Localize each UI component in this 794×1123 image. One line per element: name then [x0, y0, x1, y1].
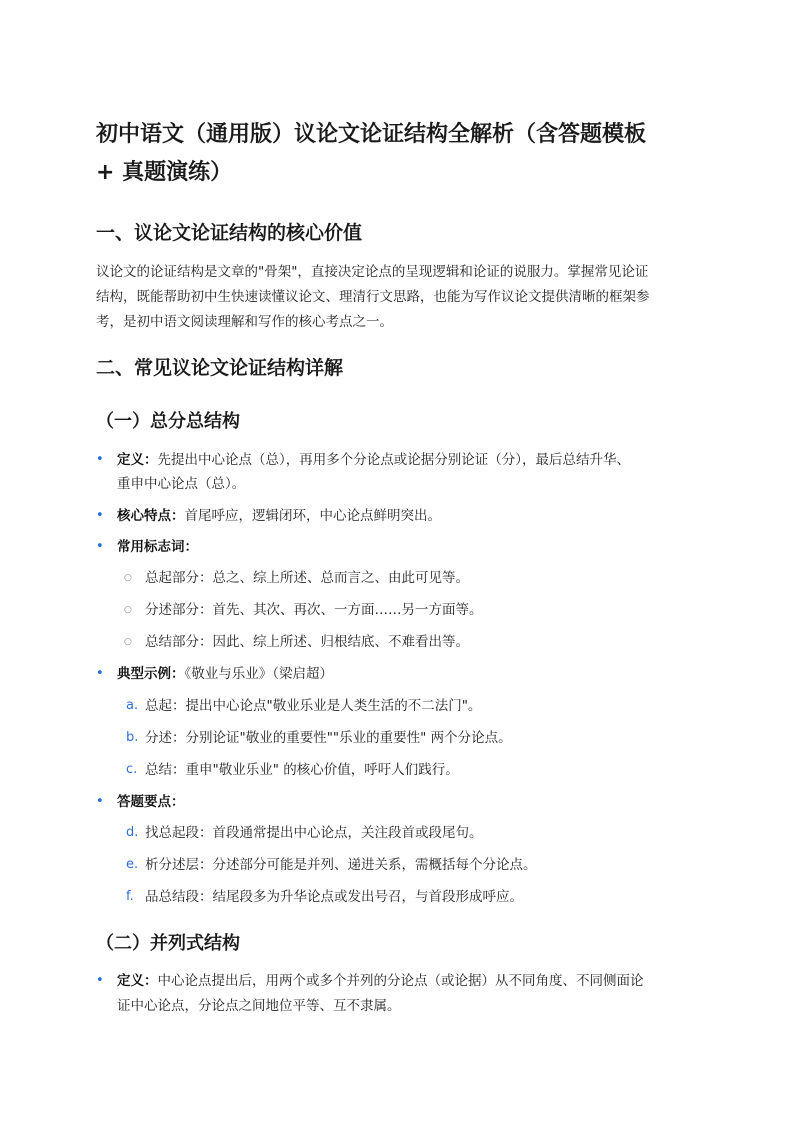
section1-heading: 一、议论文论证结构的核心价值	[96, 222, 363, 244]
example-sub-item: 总起：提出中心论点"敬业乐业是人类生活的不二法门"。	[145, 698, 482, 714]
bullet-icon: •	[96, 452, 104, 467]
list-item-definition	[117, 450, 630, 470]
tips-sub-item: 析分述层：分述部分可能是并列、递进关系，需概括每个分论点。	[145, 857, 537, 873]
list-marker: f.	[126, 889, 134, 904]
markers-label: 常用标志词：	[117, 539, 198, 555]
hollow-circle-bullet-icon: ○	[124, 637, 132, 647]
list-item-example	[117, 664, 333, 684]
markers-sub-item: 总结部分：因此、综上所述、归根结底、不难看出等。	[145, 634, 469, 650]
definition-text-continued: 重申中心论点（总）。	[117, 476, 246, 492]
list-item-features	[117, 506, 441, 526]
section1-paragraph-line: 议论文的论证结构是文章的"骨架"，直接决定论点的呈现逻辑和论证的说服力。掌握常见论证	[96, 264, 649, 280]
list-marker: a.	[126, 698, 139, 713]
features-text: 首尾呼应，逻辑闭环，中心论点鲜明突出。	[184, 508, 441, 524]
list-item-tips	[117, 792, 185, 812]
example-text: 《敬业与乐业》（梁启超）	[184, 666, 333, 682]
document-title-line2: + 真题演练）	[96, 160, 233, 185]
bullet-icon: •	[96, 539, 104, 554]
list-item-markers	[117, 537, 198, 557]
subsection1-heading: （一）总分总结构	[96, 411, 240, 432]
list-marker: b.	[126, 730, 139, 745]
markers-sub-item: 分述部分：首先、其次、再次、一方面……另一方面等。	[145, 602, 483, 618]
hollow-circle-bullet-icon: ○	[124, 573, 132, 583]
list-marker: e.	[126, 857, 139, 872]
definition-label: 定义：	[117, 452, 158, 468]
definition-text: 先提出中心论点（总），再用多个分论点或论据分别论证（分），最后总结升华、	[157, 452, 630, 468]
definition-text-continued: 证中心论点，分论点之间地位平等、互不隶属。	[117, 998, 401, 1014]
bullet-icon: •	[96, 973, 104, 988]
example-label: 典型示例：	[117, 666, 185, 682]
definition-label: 定义：	[117, 973, 158, 989]
list-marker: d.	[126, 825, 139, 840]
bullet-icon: •	[96, 666, 104, 681]
bullet-icon: •	[96, 508, 104, 523]
example-sub-item: 总结：重申"敬业乐业" 的核心价值，呼吁人们践行。	[145, 762, 459, 778]
markers-sub-item: 总起部分：总之、综上所述、总而言之、由此可见等。	[145, 570, 469, 586]
tips-sub-item: 找总起段：首段通常提出中心论点，关注段首或段尾句。	[145, 825, 483, 841]
hollow-circle-bullet-icon: ○	[124, 605, 132, 615]
list-item-definition	[117, 971, 644, 991]
section1-paragraph-line: 考，是初中语文阅读理解和写作的核心考点之一。	[96, 314, 393, 330]
list-marker: c.	[126, 762, 138, 777]
features-label: 核心特点：	[117, 508, 185, 524]
bullet-icon: •	[96, 794, 104, 809]
definition-text: 中心论点提出后，用两个或多个并列的分论点（或论据）从不同角度、不同侧面论	[157, 973, 644, 989]
document-title-line1: 初中语文（通用版）议论文论证结构全解析（含答题模板	[96, 122, 647, 147]
section1-paragraph-line: 结构，既能帮助初中生快速读懂议论文、理清行文思路，也能为写作议论文提供清晰的框架参	[96, 289, 650, 305]
example-sub-item: 分述：分别论证"敬业的重要性""乐业的重要性" 两个分论点。	[145, 730, 512, 746]
tips-label: 答题要点：	[117, 794, 185, 810]
section2-heading: 二、常见议论文论证结构详解	[96, 357, 344, 379]
tips-sub-item: 品总结段：结尾段多为升华论点或发出号召，与首段形成呼应。	[145, 889, 523, 905]
subsection2-heading: （二）并列式结构	[96, 933, 240, 954]
